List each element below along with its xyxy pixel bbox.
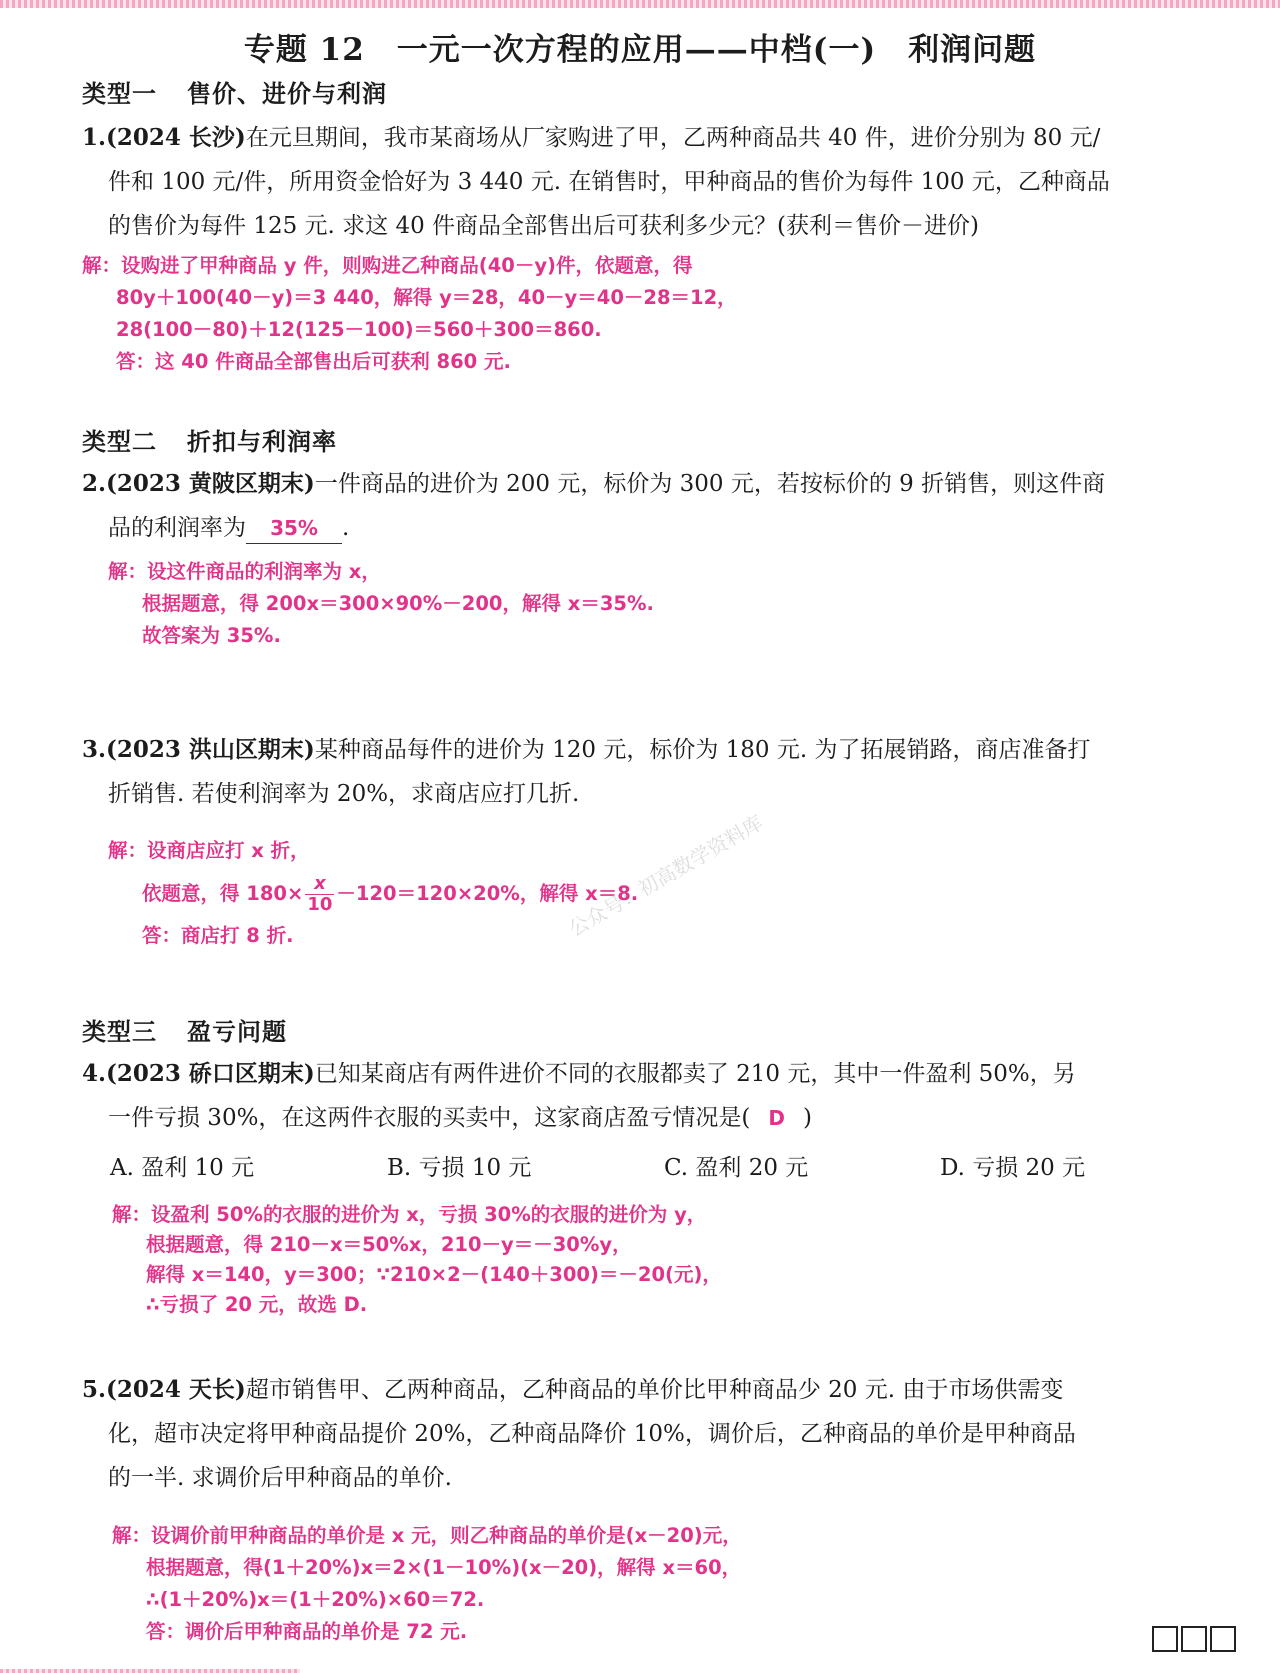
solution-line: 故答案为 35%. (142, 624, 281, 647)
problem-text: 一件亏损 30%，在这两件衣服的买卖中，这家商店盈亏情况是( (108, 1105, 751, 1131)
type-label: 类型二 (82, 428, 157, 456)
problem-number: 2. (82, 470, 107, 497)
problem-source: (2024 天长) (106, 1376, 246, 1403)
solution-line (108, 874, 638, 915)
solution-line: 答：这 40 件商品全部售出后可获利 860 元. (116, 350, 511, 373)
problem-text: 某种商品每件的进价为 120 元，标价为 180 元. 为了拓展销路，商店准备打 (314, 737, 1091, 763)
problem-number: 1. (82, 124, 107, 151)
problem-text: 化，超市决定将甲种商品提价 20%，乙种商品降价 10%，调价后，乙种商品的单价是甲种商品 (108, 1421, 1076, 1447)
solution-5 (112, 1520, 742, 1648)
type-name: 售价、进价与利润 (187, 80, 387, 108)
problem-text: 的售价为每件 125 元. 求这 40 件商品全部售出后可获利多少元？(获利＝售价－进价) (108, 213, 979, 239)
problem-number: 3. (82, 736, 107, 763)
problem-line (82, 1368, 1222, 1412)
problem-line (82, 1096, 1222, 1140)
solution-line: ∴(1＋20%)x＝(1＋20%)×60＝72. (146, 1588, 485, 1611)
watermark: 公众号：初高数学资料库 (564, 810, 768, 942)
problem-text: . (342, 515, 350, 541)
problem-2 (82, 462, 1222, 550)
problem-text: 一件商品的进价为 200 元，标价为 300 元，若按标价的 9 折销售，则这件商 (314, 471, 1106, 497)
problem-number: 4. (82, 1060, 107, 1087)
top-decorative-border (0, 0, 1280, 8)
solution-line: 根据题意，得(1＋20%)x＝2×(1－10%)(x－20)，解得 x＝60， (146, 1556, 742, 1579)
fraction-numerator: x (305, 874, 334, 895)
solution-line: 解：设商店应打 x 折， (108, 839, 310, 862)
solution-line: 解：设这件商品的利润率为 x， (108, 560, 381, 583)
type-name: 盈亏问题 (187, 1018, 287, 1046)
fraction (305, 874, 334, 915)
problem-1 (82, 116, 1222, 248)
problem-text: 件和 100 元/件，所用资金恰好为 3 440 元. 在销售时，甲种商品的售价为每件 100 元，乙种商品 (108, 169, 1110, 195)
problem-text: 超市销售甲、乙两种商品，乙种商品的单价比甲种商品少 20 元. 由于市场供需变 (245, 1377, 1064, 1403)
solution-line: ∴亏损了 20 元，故选 D. (146, 1293, 368, 1316)
page-title: 专题 12 一元一次方程的应用——中档(一) 利润问题 (243, 32, 1037, 68)
option-b: B. 亏损 10 元 (387, 1155, 532, 1181)
problem-line (82, 506, 1222, 550)
answer-blank: 35% (246, 513, 342, 544)
problem-line (82, 116, 1222, 160)
problem-source: (2023 黄陂区期末) (106, 470, 315, 497)
solution-line: 解：设购进了甲种商品 y 件，则购进乙种商品(40－y)件，依题意，得 (82, 254, 693, 277)
problem-number: 5. (82, 1376, 107, 1403)
solution-4 (112, 1200, 722, 1320)
solution-3 (108, 834, 638, 953)
solution-line: 答：商店打 8 折. (142, 924, 294, 947)
problem-source: (2023 硚口区期末) (106, 1060, 315, 1087)
problem-line (82, 728, 1222, 772)
solution-line: 80y＋100(40－y)＝3 440，解得 y＝28，40－y＝40－28＝12， (116, 286, 737, 309)
option-a: A. 盈利 10 元 (110, 1155, 255, 1181)
option-c: C. 盈利 20 元 (664, 1155, 809, 1181)
solution-line: 解得 x＝140，y＝300；∵210×2－(140＋300)＝－20(元)， (146, 1263, 722, 1286)
solution-line: 解：设调价前甲种商品的单价是 x 元，则乙种商品的单价是(x－20)元， (112, 1524, 742, 1547)
problem-text: 已知某商店有两件进价不同的衣服都卖了 210 元，其中一件盈利 50%，另 (314, 1061, 1076, 1087)
problem-text: 品的利润率为 (108, 515, 246, 541)
section-heading-type-2 (82, 422, 337, 457)
solution-line: 28(100－80)＋12(125－100)＝560＋300＝860. (116, 318, 602, 341)
problem-4 (82, 1052, 1222, 1140)
problem-line (82, 462, 1222, 506)
problem-line (82, 1052, 1222, 1096)
bottom-decorative-border (0, 1669, 300, 1673)
choice-answer: D (768, 1106, 786, 1130)
section-heading-type-3 (82, 1012, 287, 1047)
section-heading-type-1 (82, 74, 387, 109)
solution-2 (108, 556, 654, 652)
problem-source: (2023 洪山区期末) (106, 736, 315, 763)
type-name: 折扣与利润率 (187, 428, 337, 456)
solution-line: 根据题意，得 210－x＝50%x，210－y＝－30%y， (146, 1233, 632, 1256)
fraction-denominator: 10 (307, 894, 333, 915)
problem-text: 折销售. 若使利润率为 20%，求商店应打几折. (108, 781, 580, 807)
corner-logo-icon (1152, 1626, 1239, 1656)
solution-1 (82, 250, 737, 378)
problem-text: ) (803, 1105, 812, 1131)
solution-line: 根据题意，得 200x＝300×90%－200，解得 x＝35%. (142, 592, 654, 615)
problem-text: 的一半. 求调价后甲种商品的单价. (108, 1465, 452, 1491)
solution-text: 依题意，得 180× (142, 882, 304, 905)
problem-text: 在元旦期间，我市某商场从厂家购进了甲，乙两种商品共 40 件，进价分别为 80 元/ (245, 125, 1101, 151)
problem-3 (82, 728, 1222, 816)
type-label: 类型一 (82, 80, 157, 108)
solution-line: 答：调价后甲种商品的单价是 72 元. (146, 1620, 468, 1643)
solution-line: 解：设盈利 50%的衣服的进价为 x，亏损 30%的衣服的进价为 y， (112, 1203, 707, 1226)
type-label: 类型三 (82, 1018, 157, 1046)
solution-text: －120＝120×20%，解得 x＝8. (336, 882, 639, 905)
option-d: D. 亏损 20 元 (940, 1155, 1086, 1181)
problem-5 (82, 1368, 1222, 1500)
problem-source: (2024 长沙) (106, 124, 246, 151)
